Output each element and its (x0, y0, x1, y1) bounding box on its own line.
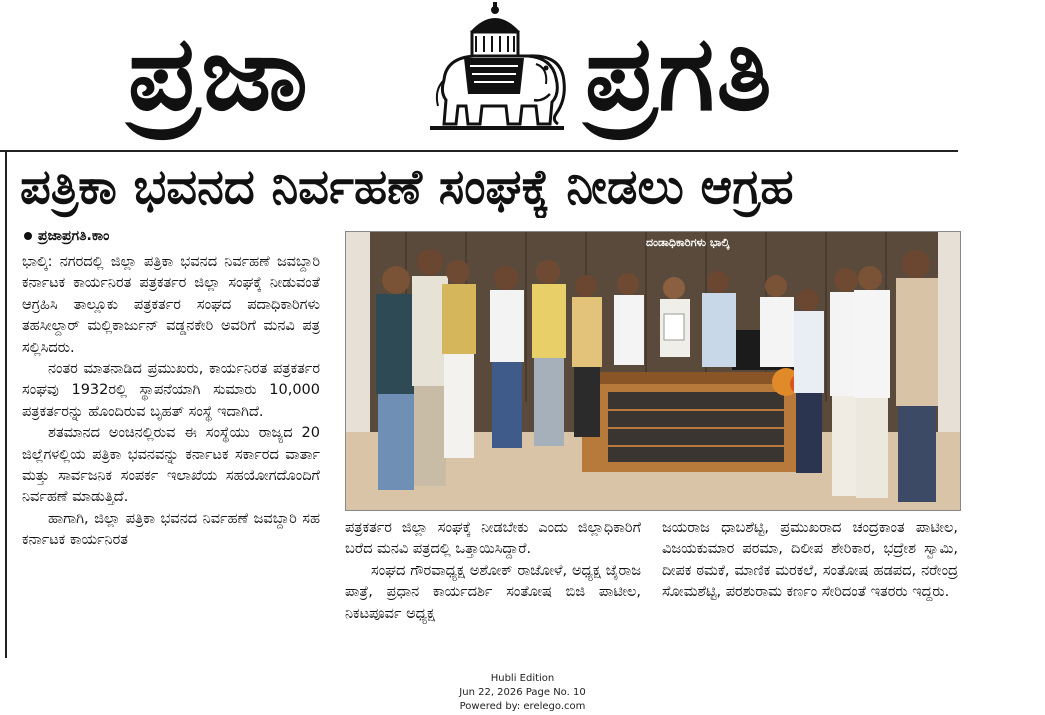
paragraph: ಶತಮಾನದ ಅಂಚಿನಲ್ಲಿರುವ ಈ ಸಂಸ್ಥೆಯು ರಾಜ್ಯದ 20 ಜಿಲ್ಲೆಗಳಲ್ಲಿಯ ಪತ್ರಿಕಾ ಭವನವನ್ನು ಕರ್ನಾಟಕ ಸರ್ಕಾರದ ವಾರ್ತಾ ಮತ್ತು ಸಾರ್ವಜನಿಕ ಸಂಪರ್ಕ ಇಲಾಖೆಯ ಸಹಯೋಗದೊಂದಿಗೆ ನಿರ್ವಹಣೆ ಮಾಡುತ್ತಿದೆ. (22, 425, 320, 506)
header-divider (0, 150, 958, 152)
paragraph: ಭಾಲ್ಕಿ: ನಗರದಲ್ಲಿ ಜಿಲ್ಲಾ ಪತ್ರಿಕಾ ಭವನದ ನಿರ್ವಹಣೆ ಜವಬ್ದಾರಿ ಕರ್ನಾಟಕ ಕಾರ್ಯನಿರತ ಪತ್ರಕರ್ತರ ಜಿಲ್ಲಾ ಸಂಘಕ್ಕೆ ನೀಡುವಂತೆ ಆಗ್ರಹಿಸಿ ತಾಲ್ಲೂಕು ಪತ್ರಕರ್ತರ ಸಂಘದ ಪದಾಧಿಕಾರಿಗಳು ತಹಸೀಲ್ದಾರ್ ಮಲ್ಲಿಕಾರ್ಜುನ್ ವಡ್ಡನಕೇರಿ ಅವರಿಗೆ ಮನವಿ ಪತ್ರ ಸಲ್ಲಿಸಿದರು. (22, 254, 320, 356)
byline (24, 226, 109, 246)
column-divider (5, 152, 7, 658)
paragraph: ಹಾಗಾಗಿ, ಜಿಲ್ಲಾ ಪತ್ರಿಕಾ ಭವನದ ನಿರ್ವಹಣೆ ಜವಬ್ದಾರಿ ಸಹ ಕರ್ನಾಟಕ ಕಾರ್ಯನಿರತ (22, 510, 320, 549)
group-photo-illustration (346, 232, 960, 510)
news-photo (345, 231, 961, 511)
paragraph: ನಂತರ ಮಾತನಾಡಿದ ಪ್ರಮುಖರು, ಕಾರ್ಯನಿರತ ಪತ್ರಕರ್ತರ ಸಂಘವು 1932ರಲ್ಲಿ ಸ್ಥಾಪನೆಯಾಗಿ ಸುಮಾರು 10,000 ಪತ್ರಕರ್ತರನ್ನು ಹೊಂದಿರುವ ಬೃಹತ್ ಸಂಸ್ಥೆ ಇದಾಗಿದೆ. (22, 361, 320, 420)
bullet-icon (24, 232, 32, 240)
masthead-title-right: ಪ್ರಗತಿ (585, 12, 774, 134)
masthead (0, 0, 1045, 148)
article-column-1 (22, 252, 320, 658)
article-column-2 (345, 518, 641, 660)
footer-edition: Hubli Edition (490, 673, 555, 684)
byline-text: ಪ್ರಜಾಪ್ರಗತಿ.ಕಾಂ (38, 228, 110, 244)
article-column-3 (662, 518, 958, 660)
masthead-title-left: ಪ್ರಜಾ (128, 12, 310, 134)
footer-date-page: Jun 22, 2026 Page No. 10 (459, 687, 586, 698)
paragraph: ಜಯರಾಜ ಧಾಬಶೆಟ್ಟಿ, ಪ್ರಮುಖರಾದ ಚಂದ್ರಕಾಂತ ಪಾಟೀಲ, ವಿಜಯಕುಮಾರ ಪರಮಾ, ದಿಲೀಪ ಶೇರಿಕಾರ, ಭದ್ರೇಶ ಸ್ವಾಮಿ, ದೀಪಕ ಠಮಕೆ, ಮಾಣಿಕ ಮರಕಲೆ, ಸಂತೋಷ ಹಡಪದ, ನರೇಂದ್ರ ಸೋಮಶೆಟ್ಟಿ, ಪರಶುರಾಮ ಕರ್ಣಂ ಸೇರಿದಂತೆ ಇತರರು ಇದ್ದರು. (662, 520, 958, 601)
paragraph: ಪತ್ರಕರ್ತರ ಜಿಲ್ಲಾ ಸಂಘಕ್ಕೆ ನೀಡಬೇಕು ಎಂದು ಜಿಲ್ಲಾಧಿಕಾರಿಗೆ ಬರೆದ ಮನವಿ ಪತ್ರದಲ್ಲಿ ಒತ್ತಾಯಿಸಿದ್ದಾರೆ. (345, 520, 641, 558)
footer-powered-by[interactable]: Powered by: erelego.com (459, 701, 586, 712)
wall-sign: ದಂಡಾಧಿಕಾರಿಗಳು ಭಾಲ್ಕಿ (646, 236, 730, 249)
article-headline: ಪತ್ರಿಕಾ ಭವನದ ನಿರ್ವಹಣೆ ಸಂಘಕ್ಕೆ ನೀಡಲು ಆಗ್ರಹ (20, 159, 794, 215)
elephant-howdah-logo-icon (424, 2, 570, 132)
paragraph: ಸಂಘದ ಗೌರವಾಧ್ಯಕ್ಷ ಅಶೋಕ್ ರಾಜೋಳೆ, ಅಧ್ಯಕ್ಷ ಜೈರಾಜ ಪಾತ್ರೆ, ಪ್ರಧಾನ ಕಾರ್ಯದರ್ಶಿ ಸಂತೋಷ ಬಿಜಿ ಪಾಟೀಲ, ನಿಕಟಪೂರ್ವ ಅಧ್ಯಕ್ಷ (345, 562, 641, 622)
